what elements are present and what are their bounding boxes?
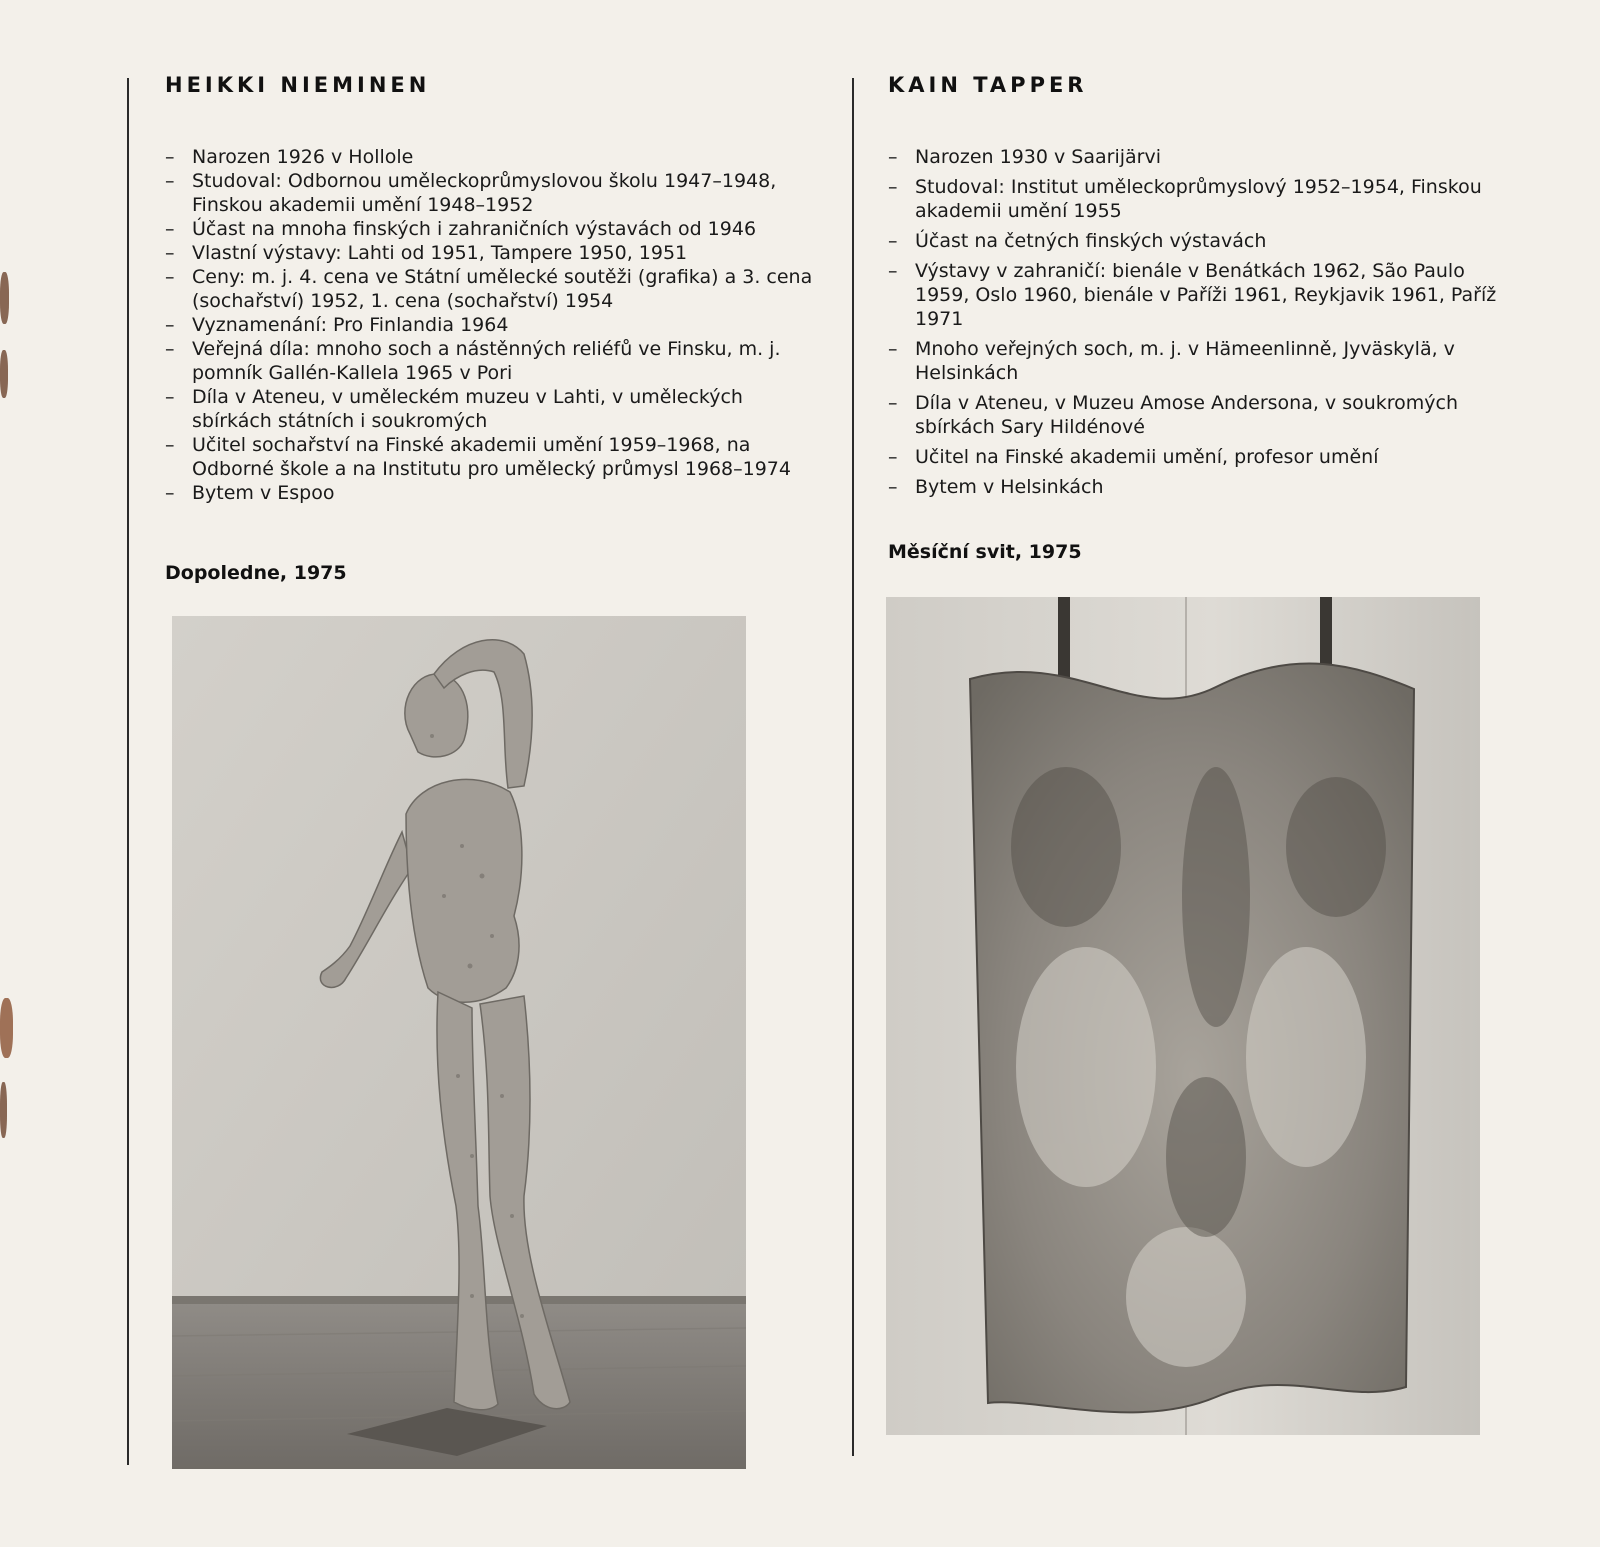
left-column-rule	[127, 78, 129, 1465]
bio-item: – Díla v Ateneu, v Muzeu Amose Andersona, v soukromých sbírkách Sary Hildénové	[888, 391, 1508, 439]
binding-mark	[0, 272, 9, 324]
right-column	[888, 73, 1508, 499]
bio-item: – Ceny: m. j. 4. cena ve Státní umělecké soutěži (grafika) a 3. cena (sochařství) 1952, 1. cena (sochařství) 1954	[165, 265, 815, 313]
biography-list	[888, 145, 1508, 499]
artwork-title: Dopoledne, 1975	[165, 562, 347, 584]
bio-item: – Mnoho veřejných soch, m. j. v Hämeenlinně, Jyväskylä, v Helsinkách	[888, 337, 1508, 385]
binding-mark	[0, 998, 13, 1058]
bio-item: – Učitel sochařství na Finské akademii umění 1959–1968, na Odborné škole a na Institutu pro umělecký průmysl 1968–1974	[165, 433, 815, 481]
bio-item: – Studoval: Institut uměleckoprůmyslový 1952–1954, Finskou akademii umění 1955	[888, 175, 1508, 223]
artwork-title: Měsíční svit, 1975	[888, 541, 1082, 563]
sculpture-photo	[886, 597, 1480, 1435]
bio-item: – Díla v Ateneu, v uměleckém muzeu v Lahti, v uměleckých sbírkách státních i soukromých	[165, 385, 815, 433]
bio-item: – Účast na četných finských výstavách	[888, 229, 1508, 253]
bio-item: – Studoval: Odbornou uměleckoprůmyslovou školu 1947–1948, Finskou akademii umění 1948–1952	[165, 169, 815, 217]
binding-mark	[0, 350, 8, 398]
bio-item: – Narozen 1930 v Saarijärvi	[888, 145, 1508, 169]
sculpture-figure-image	[172, 616, 746, 1469]
bio-item: – Účast na mnoha finských i zahraničních výstavách od 1946	[165, 217, 815, 241]
bio-item: – Narozen 1926 v Hollole	[165, 145, 815, 169]
bio-item: – Vyznamenání: Pro Finlandia 1964	[165, 313, 815, 337]
sculpture-photo	[172, 616, 746, 1469]
center-column-rule	[852, 78, 854, 1456]
artist-name: HEIKKI NIEMINEN	[165, 73, 431, 97]
binding-mark	[0, 1082, 7, 1138]
bio-item: – Výstavy v zahraničí: bienále v Benátkách 1962, São Paulo 1959, Oslo 1960, bienále v Paříži 1961, Reykjavik 1961, Paříž 1971	[888, 259, 1508, 331]
bio-item: – Bytem v Helsinkách	[888, 475, 1508, 499]
artist-name: KAIN TAPPER	[888, 73, 1088, 97]
bio-item: – Učitel na Finské akademii umění, profesor umění	[888, 445, 1508, 469]
bio-item: – Vlastní výstavy: Lahti od 1951, Tampere 1950, 1951	[165, 241, 815, 265]
sculpture-slab-image	[886, 597, 1480, 1435]
bio-item: – Veřejná díla: mnoho soch a nástěnných reliéfů ve Finsku, m. j. pomník Gallén-Kallela 1965 v Pori	[165, 337, 815, 385]
bio-item: – Bytem v Espoo	[165, 481, 815, 505]
biography-list	[165, 145, 815, 505]
left-column	[165, 73, 815, 505]
